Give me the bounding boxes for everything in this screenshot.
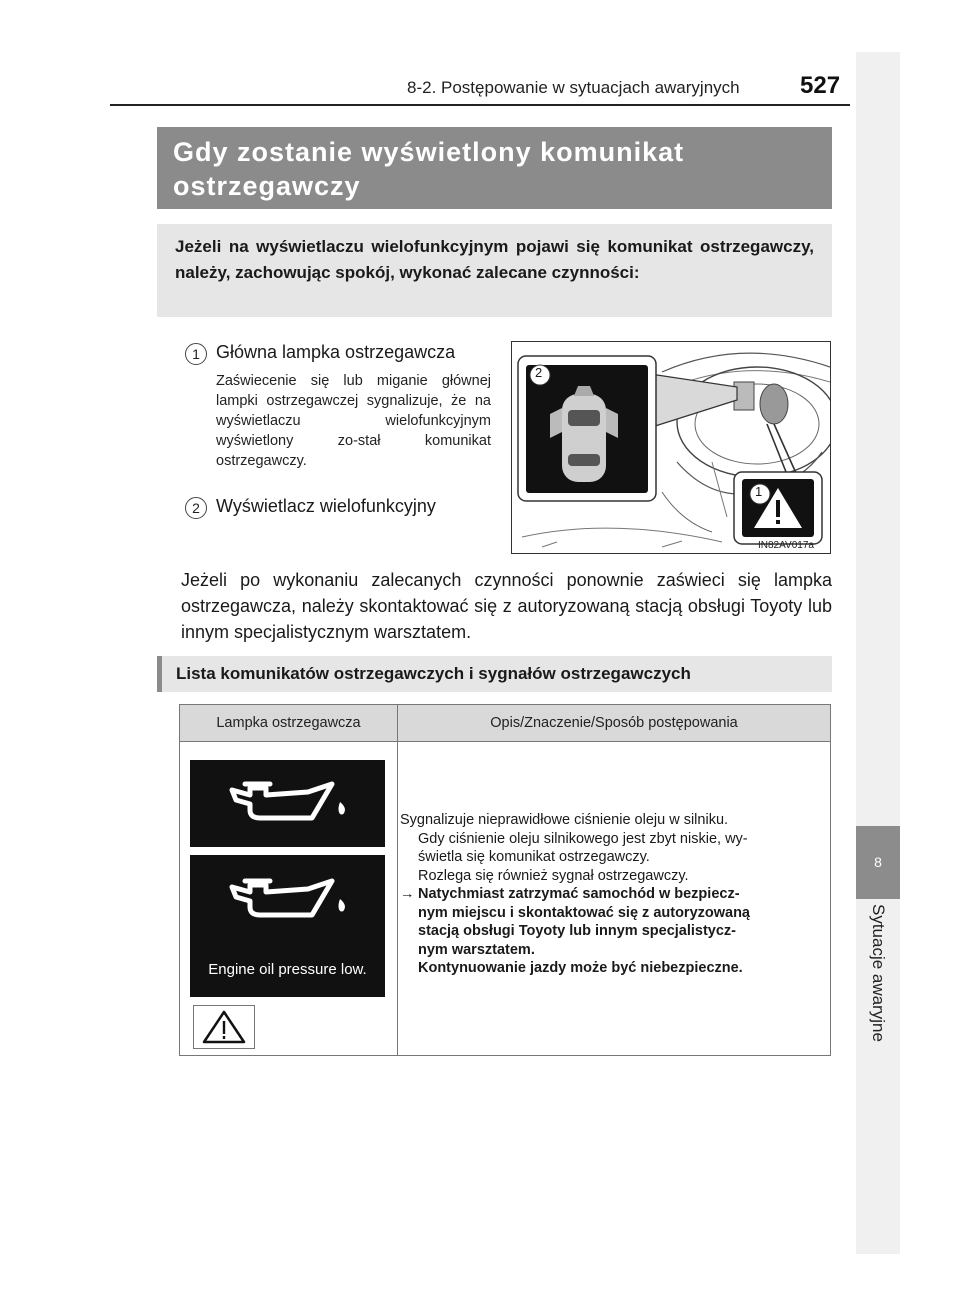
item-2-number: 2: [185, 497, 207, 519]
list-heading-box: [157, 656, 832, 692]
page-number: 527: [800, 72, 841, 99]
header-rule: [110, 104, 850, 106]
action-line-1: Natychmiast zatrzymać samochód w bezpiecz-: [418, 886, 740, 902]
dashboard-drawing: [512, 342, 830, 553]
intro-box: [157, 224, 832, 317]
chapter-number-tab: 8: [856, 826, 900, 899]
dashboard-illustration: [511, 341, 831, 554]
description-cell: [400, 811, 828, 978]
intro-text: Jeżeli na wyświetlaczu wielofunkcyjnym pojawi się komunikat ostrzegawczy, należy, zachowując spokój, wykonać zalecane czynności:: [175, 237, 814, 282]
contact-paragraph: Jeżeli po wykonaniu zalecanych czynności ponownie zaświeci się lampka ostrzegawcza, należy skontaktować się z autoryzowaną stacją obsługi Toyoty lub innym specjalistycznym warsztatem.: [181, 570, 832, 642]
section-title-line1: Gdy zostanie wyświetlony komunikat: [173, 137, 685, 167]
side-tab-upper: [856, 52, 900, 826]
section-title-box: [157, 127, 832, 209]
table-header-description: Opis/Znaczenie/Sposób postępowania: [398, 705, 830, 742]
oil-pressure-display: [190, 855, 385, 997]
table-header-lamp: Lampka ostrzegawcza: [180, 705, 397, 742]
warning-table: [179, 704, 831, 1056]
desc-line-1: Sygnalizuje nieprawidłowe ciśnienie oleju w silniku.: [400, 812, 729, 828]
oil-can-icon: [190, 760, 385, 847]
warning-triangle-icon: [194, 1006, 254, 1048]
item-2-title: Wyświetlacz wielofunkcyjny: [216, 496, 436, 516]
item-1-number: 1: [185, 343, 207, 365]
action-line-2: nym miejscu i skontaktować się z autoryzowaną: [418, 904, 750, 921]
oil-can-icon: [190, 855, 385, 955]
action-line-5: Kontynuowanie jazdy może być niebezpieczne.: [418, 960, 743, 976]
action-line-4: nym warsztatem.: [418, 941, 535, 958]
display-message: Engine oil pressure low.: [208, 961, 367, 978]
chapter-title-vertical: Sytuacje awaryjne: [869, 904, 888, 1042]
arrow-icon: →: [400, 886, 415, 902]
desc-line-4: Rozlega się również sygnał ostrzegawczy.: [418, 867, 689, 884]
item-1-title: Główna lampka ostrzegawcza: [216, 342, 456, 362]
running-header-section: 8-2. Postępowanie w sytuacjach awaryjnych: [407, 78, 740, 97]
list-heading: Lista komunikatów ostrzegawczych i sygnałów ostrzegawczych: [176, 664, 691, 683]
desc-line-2: Gdy ciśnienie oleju silnikowego jest zbyt niskie, wy-: [418, 830, 748, 847]
warning-symbol-box: [193, 1005, 255, 1049]
callout-1: 1: [755, 484, 763, 499]
illustration-code: IN82AV017a: [758, 540, 814, 551]
action-block: [400, 885, 828, 904]
oil-pressure-indicator: [190, 760, 385, 847]
action-line-3: stacją obsługi Toyoty lub innym specjalistycz-: [418, 923, 737, 939]
callout-2: 2: [535, 365, 543, 380]
table-column-divider: [397, 705, 398, 1055]
desc-line-3: świetla się komunikat ostrzegawczy.: [418, 849, 650, 865]
item-1-description: Zaświecenie się lub miganie głównej lampki ostrzegawczej sygnalizuje, że na wyświetlaczu wielofunkcyjnym wyświetlony zo-stał komunikat ostrzegawczy.: [216, 373, 491, 469]
section-title-line2: ostrzegawczy: [173, 171, 361, 201]
